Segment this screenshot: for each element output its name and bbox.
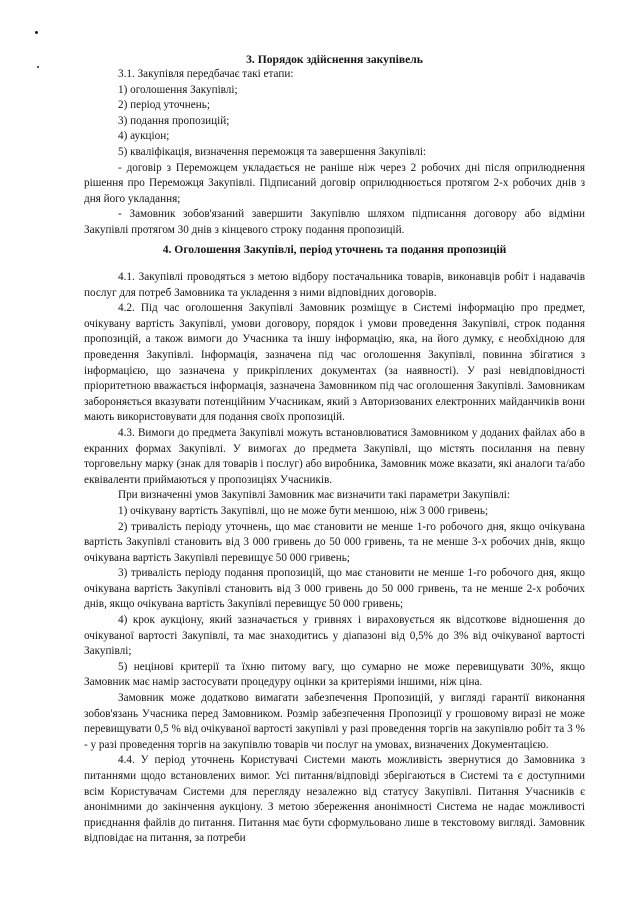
step-3: 3) подання пропозицій; <box>118 114 230 127</box>
section-4-heading: 4. Оголошення Закупівлі, період уточнень та подання пропозицій <box>162 243 507 256</box>
step-intro: 3.1. Закупівля передбачає такі етапи: <box>118 68 294 80</box>
paragraph-4-4: 4.4. У період уточнень Користувачі Системи мають можливість звернутися до Замовника з питаннями щодо встановлених вимог. Усі питання/відповіді зберігаються в Системі та є доступними всім Користувачам Системи для перегляду незалежно від статусу Закупівлі. Питання Учасників є анонімними до закінчення аукціону. З метою збереження анонімності Система не надає можливості приєднання файлів до питання. Питання має бути сформульовано лише в текстовому вигляді. Замовник відповідає на питання, за потреби <box>84 754 585 845</box>
parameter-4: 4) крок аукціону, який зазначається у гривнях і вираховується як відсоткове відношення до очікуваної вартості Закупівлі, та має знаходитись у діапазоні від 0,5% до 3% від очікуваної вартості Закупівлі; <box>84 614 585 658</box>
step-2: 2) період уточнень; <box>118 99 210 112</box>
paragraph-4-1: 4.1. Закупівлі проводяться з метою відбору постачальника товарів, виконавців робіт і надавачів послуг для потреб Замовника та укладення з ними відповідних договорів. <box>84 271 585 299</box>
paragraph-4-2: 4.2. Під час оголошення Закупівлі Замовник розміщує в Системі інформацію про предмет, очікувану вартість Закупівлі, умови договору, порядок і умови проведення Закупівлі, строк подання пропозицій, а також вимоги до Учасника та іншу інформацію, яка, на його думку, є необхідною для проведення Закупівлі. Інформація, зазначена під час оголошення Закупівлі, повинна збігатися з інформацією, що зазначена у прикріплених документах (за наявності). У разі невідповідності пріоритетною вважається інформація, зазначена Замовником під час оголошення Закупівлі. Замовникам забороняється вказувати потенційним Учасникам, який з Авторизованих електронних майданчиків вони мають використовувати для подання своїх пропозицій. <box>84 302 585 424</box>
paragraph-4-3: 4.3. Вимоги до предмета Закупівлі можуть встановлюватися Замовником у доданих файлах або в екранних формах Закупівлі. У вимогах до предмета Закупівлі, що містять посилання на певну торговельну марку (знак для товарів і послуг) або виробника, Замовник може вказати, які аналоги та/або еквіваленти приймаються у пропозиціях Учасників. <box>84 426 585 486</box>
completion-bullet: - Замовник зобов'язаний завершити Закупівлю шляхом підписання договору або відміни Закупівлі протягом 30 днів з кінцевого строку подання пропозицій. <box>84 208 585 236</box>
step-4: 4) аукціон; <box>118 130 170 143</box>
scan-mark <box>35 31 38 34</box>
parameter-2: 2) тривалість періоду уточнень, що має становити не менше 1-го робочого дня, якщо очікувана вартість Закупівлі становить від 3 000 гривень до 50 000 гривень, та не менше 3-х робочих днів, якщо очікувана вартість Закупівлі перевищує 50 000 гривень; <box>84 520 585 564</box>
step-5: 5) кваліфікація, визначення переможця та завершення Закупівлі: <box>118 145 427 158</box>
section-4-body <box>84 270 585 847</box>
security-paragraph: Замовник може додатково вимагати забезпечення Пропозицій, у вигляді гарантії виконання зобов'язань Учасника перед Замовником. Розмір забезпечення Пропозиції у грошовому виразі не може перевищувати 0,5 % від очікуваної вартості закупівлі у разі проведення торгів на закупівлю робіт та 3 % - у разі проведення торгів на закупівлю товарів чи послуг на умовах, визначених Документацією. <box>84 692 585 751</box>
parameter-3: 3) тривалість періоду подання пропозицій, що має становити не менше 1-го робочого дня, якщо очікувана вартість Закупівлі становить від 3 000 гривень до 50 000 гривень, та не менше 2-х робочих днів, якщо очікувана вартість Закупівлі перевищує 50 000 гривень; <box>84 567 585 611</box>
scan-mark <box>37 66 39 68</box>
parameters-intro: При визначенні умов Закупівлі Замовник має визначити такі параметри Закупівлі: <box>118 489 511 502</box>
parameter-1: 1) очікувану вартість Закупівлі, що не може бути меншою, ніж 3 000 гривень; <box>118 504 489 517</box>
section-3-heading: 3. Порядок здійснення закупівель <box>246 53 423 66</box>
section-3-steps <box>84 67 585 239</box>
step-1: 1) оголошення Закупівлі; <box>118 83 238 96</box>
contract-bullet: - договір з Переможцем укладається не раніше ніж через 2 робочих дні після оприлюднення рішення про Переможця Закупівлі. Підписаний договір оприлюднюється протягом 2-х робочих днів з дня його укладання; <box>84 161 585 205</box>
parameter-5: 5) нецінові критерії та їхню питому вагу, що сумарно не може перевищувати 30%, якщо Замовник має намір застосувати процедуру оцінки за критеріями іншими, ніж ціна. <box>84 660 585 689</box>
